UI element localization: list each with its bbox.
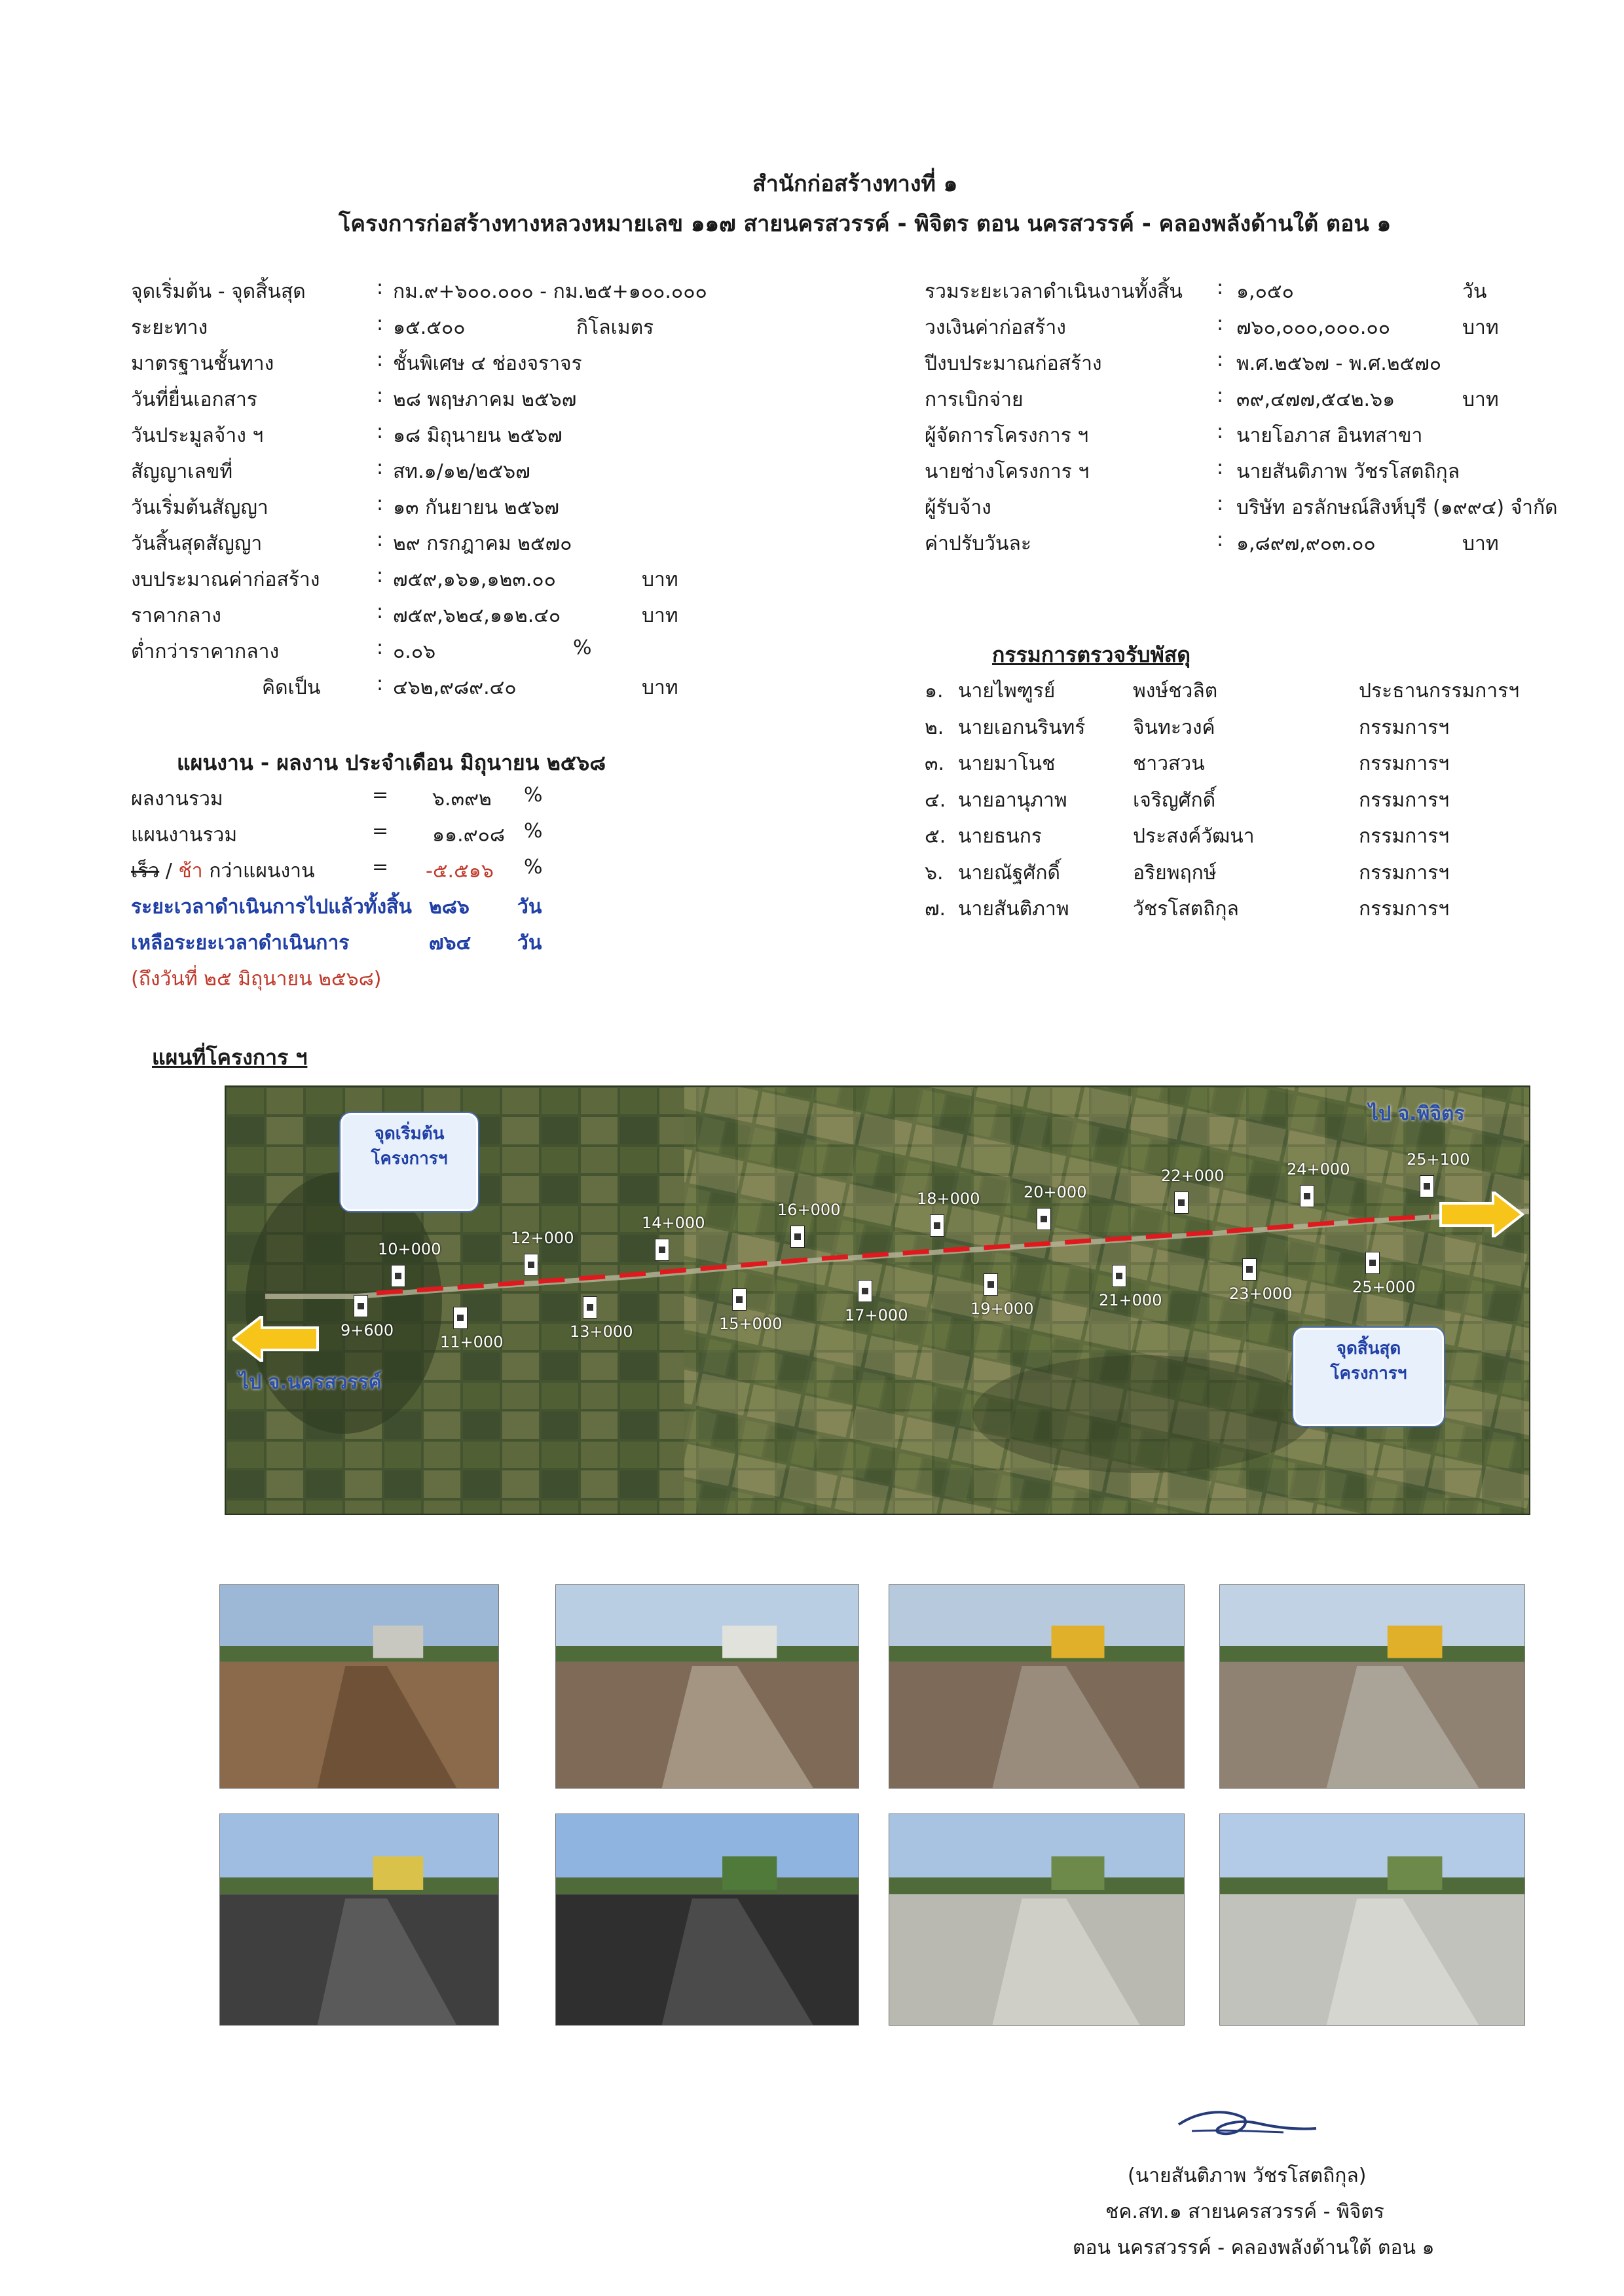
station-marker-glyph: [934, 1222, 940, 1229]
info-unit: กิโลเมตร: [576, 316, 654, 339]
member-role: กรรมการฯ: [1359, 825, 1450, 848]
station-label: 21+000: [1099, 1291, 1162, 1309]
station-marker-glyph: [1369, 1260, 1376, 1266]
colon: :: [1217, 456, 1224, 479]
actual-label: ผลงานรวม: [131, 788, 223, 811]
station-label: 19+000: [970, 1300, 1034, 1318]
photo-concrete-pavement-survey: [889, 1813, 1185, 2026]
station-marker-icon: [1300, 1185, 1314, 1207]
diff-unit: %: [524, 856, 543, 879]
signer-section: ตอน นครสวรรค์ - คลองพลังด้านใต้ ตอน ๑: [1073, 2236, 1435, 2259]
colon: :: [1217, 384, 1224, 407]
station-label: 14+000: [642, 1214, 705, 1232]
info-value: นายสันติภาพ วัชรโสตถิกุล: [1236, 460, 1460, 483]
start-callout-line2: โครงการฯ: [371, 1149, 448, 1169]
station-marker-glyph: [587, 1304, 593, 1311]
colon: :: [377, 420, 384, 443]
station-label: 16+000: [777, 1201, 841, 1219]
photo-excavator-roadbed: [889, 1584, 1185, 1789]
info-label: วันประมูลจ้าง ฯ: [131, 424, 264, 447]
diff-label-fast: เร็ว: [131, 860, 160, 883]
member-first-name: นายไพฑูรย์: [958, 680, 1056, 702]
station-marker-glyph: [659, 1247, 665, 1253]
member-first-name: นายอานุภาพ: [958, 788, 1067, 812]
info-value: ๔๖๒,๙๘๙.๔๐: [393, 676, 517, 699]
info-label: ระยะทาง: [131, 316, 208, 339]
info-value: ๓๙,๔๗๗,๕๔๒.๖๑: [1236, 388, 1395, 411]
member-first-name: นายณัฐศักดิ์: [958, 861, 1061, 884]
station-marker-icon: [583, 1296, 597, 1319]
progress-title: แผนงาน - ผลงาน ประจำเดือน มิถุนายน ๒๕๖๘: [177, 750, 606, 775]
station-marker-icon: [524, 1254, 538, 1276]
elapsed-value: ๒๘๖: [429, 896, 470, 919]
member-number: ๓.: [925, 752, 945, 775]
member-first-name: นายมาโนช: [958, 752, 1056, 775]
info-value: ๑๓ กันยายน ๒๕๖๗: [393, 496, 559, 519]
info-unit: บาท: [642, 676, 678, 699]
station-marker-glyph: [794, 1233, 801, 1240]
actual-value: ๖.๓๙๒: [432, 788, 492, 811]
member-role: กรรมการฯ: [1359, 898, 1450, 920]
info-label: มาตรฐานชั้นทาง: [131, 352, 274, 375]
info-unit: บาท: [1462, 532, 1499, 555]
info-label: ราคากลาง: [131, 604, 221, 627]
arrow-left-icon: [232, 1316, 324, 1362]
station-marker-icon: [984, 1273, 998, 1296]
station-label: 15+000: [719, 1315, 783, 1333]
signer-position: ชค.สท.๑ สายนครสวรรค์ - พิจิตร: [1105, 2200, 1384, 2223]
info-value: ๑,๘๙๗,๙๐๓.๐๐: [1236, 532, 1376, 555]
station-label: 11+000: [440, 1333, 504, 1351]
colon: :: [1217, 312, 1224, 335]
info-label: คิดเป็น: [262, 676, 321, 699]
info-label: รวมระยะเวลาดำเนินงานทั้งสิ้น: [925, 280, 1183, 303]
info-unit: %: [573, 636, 592, 659]
station-marker-glyph: [358, 1303, 364, 1309]
colon: :: [1217, 276, 1224, 299]
info-value: กม.๙+๖๐๐.๐๐๐ - กม.๒๕+๑๐๐.๐๐๐: [393, 280, 707, 303]
station-marker-icon: [1174, 1192, 1189, 1214]
station-label: 23+000: [1229, 1285, 1293, 1303]
station-label: 22+000: [1161, 1167, 1225, 1185]
station-marker-icon: [930, 1214, 944, 1237]
member-role: กรรมการฯ: [1359, 788, 1450, 812]
info-value: ๑๘ มิถุนายน ๒๕๖๗: [393, 424, 563, 447]
colon: :: [377, 492, 384, 515]
info-unit: บาท: [1462, 388, 1499, 411]
end-callout-line1: จุดสิ้นสุด: [1336, 1339, 1401, 1358]
photo-drainage-pipe-trench: [219, 1584, 499, 1789]
member-last-name: ประสงค์วัฒนา: [1133, 825, 1255, 848]
equals-sign: =: [372, 856, 389, 879]
project-title: โครงการก่อสร้างทางหลวงหมายเลข ๑๑๗ สายนครสวรรค์ - พิจิตร ตอน นครสวรรค์ - คลองพลังด้านใต้ ตอน ๑: [339, 211, 1392, 237]
as-of-date: (ถึงวันที่ ๒๕ มิถุนายน ๒๕๖๘): [131, 968, 382, 991]
member-last-name: ชาวสวน: [1133, 752, 1205, 775]
info-label: นายช่างโครงการ ฯ: [925, 460, 1090, 483]
info-value: ๑๕.๕๐๐: [393, 316, 466, 339]
member-last-name: พงษ์ชวลิต: [1133, 680, 1218, 702]
colon: :: [377, 384, 384, 407]
signature: [1172, 2092, 1323, 2154]
remaining-label: เหลือระยะเวลาดำเนินการ: [131, 932, 350, 955]
colon: :: [377, 600, 384, 623]
colon: :: [377, 456, 384, 479]
diff-label: [131, 856, 314, 886]
map-title: แผนที่โครงการ ฯ: [152, 1045, 308, 1070]
slash: /: [165, 860, 172, 883]
member-number: ๖.: [925, 861, 944, 884]
info-label: สัญญาเลขที่: [131, 460, 233, 483]
station-marker-glyph: [1041, 1216, 1047, 1222]
info-value: สท.๑/๑๒/๒๕๖๗: [393, 460, 530, 483]
colon: :: [377, 672, 384, 695]
station-label: 24+000: [1287, 1160, 1350, 1178]
to-right-label: ไป จ.พิจิตร: [1369, 1102, 1465, 1125]
member-first-name: นายสันติภาพ: [958, 898, 1069, 920]
info-label: ผู้รับจ้าง: [925, 496, 991, 519]
info-label: การเบิกจ่าย: [925, 388, 1024, 411]
remaining-unit: วัน: [517, 932, 542, 955]
plan-label: แผนงานรวม: [131, 824, 238, 847]
station-label: 25+000: [1352, 1278, 1416, 1296]
info-label: วันเริ่มต้นสัญญา: [131, 496, 268, 519]
info-label: ผู้จัดการโครงการ ฯ: [925, 424, 1089, 447]
station-label: 12+000: [511, 1229, 574, 1247]
info-label: ต่ำกว่าราคากลาง: [131, 640, 280, 663]
station-label: 17+000: [845, 1306, 908, 1324]
photo-pipe-laying-excavator: [555, 1584, 859, 1789]
colon: :: [1217, 492, 1224, 515]
equals-sign: =: [372, 820, 389, 843]
station-marker-icon: [655, 1239, 669, 1261]
member-role: กรรมการฯ: [1359, 861, 1450, 884]
station-label: 20+000: [1024, 1183, 1087, 1201]
member-last-name: อริยพฤกษ์: [1133, 861, 1217, 884]
colon: :: [377, 528, 384, 551]
info-label: จุดเริ่มต้น - จุดสิ้นสุด: [131, 280, 306, 303]
member-last-name: เจริญศักดิ์: [1133, 788, 1216, 812]
station-marker-glyph: [457, 1315, 464, 1321]
member-last-name: วัชรโสตถิกุล: [1133, 898, 1239, 920]
colon: :: [1217, 348, 1224, 371]
info-value: ๗๕๙,๑๖๑,๑๒๓.๐๐: [393, 568, 556, 591]
arrow-right-icon: [1437, 1192, 1529, 1237]
member-number: ๗.: [925, 898, 946, 920]
info-unit: บาท: [642, 604, 678, 627]
info-value: ชั้นพิเศษ ๔ ช่องจราจร: [393, 352, 582, 375]
station-marker-icon: [1365, 1252, 1380, 1274]
info-value: พ.ศ.๒๕๖๗ - พ.ศ.๒๕๗๐: [1236, 352, 1442, 375]
station-marker-glyph: [736, 1296, 743, 1303]
station-marker-icon: [1420, 1175, 1434, 1197]
station-marker-icon: [1112, 1265, 1126, 1287]
station-marker-glyph: [1178, 1199, 1185, 1206]
diff-label-rest: กว่าแผนงาน: [209, 860, 315, 883]
info-value: ๒๘ พฤษภาคม ๒๕๖๗: [393, 388, 577, 411]
info-unit: บาท: [642, 568, 678, 591]
info-value: นายโอภาส อินทสาขา: [1236, 424, 1423, 447]
remaining-value: ๗๖๔: [429, 932, 471, 955]
station-label: 9+600: [341, 1321, 394, 1339]
committee-title: กรรมการตรวจรับพัสดุ: [992, 642, 1190, 667]
info-value: ๗๖๐,๐๐๐,๐๐๐.๐๐: [1236, 316, 1391, 339]
info-label: ค่าปรับวันละ: [925, 532, 1031, 555]
member-number: ๔.: [925, 788, 946, 812]
info-value: ๑,๐๕๐: [1236, 280, 1294, 303]
colon: :: [377, 312, 384, 335]
photo-finished-concrete-lane: [1219, 1813, 1525, 2026]
colon: :: [377, 564, 384, 587]
info-unit: บาท: [1462, 316, 1499, 339]
station-marker-icon: [1242, 1258, 1257, 1281]
info-value: บริษัท อรลักษณ์สิงห์บุรี (๑๙๙๔) จำกัด: [1236, 496, 1558, 519]
member-first-name: นายเอกนรินทร์: [958, 716, 1086, 739]
info-value: ๐.๐๖: [393, 640, 436, 663]
signer-name: (นายสันติภาพ วัชรโสตถิกุล): [1128, 2164, 1367, 2187]
station-marker-glyph: [1116, 1273, 1122, 1279]
station-marker-icon: [1037, 1208, 1051, 1230]
member-role: ประธานกรรมการฯ: [1359, 680, 1520, 702]
start-callout: [341, 1113, 478, 1211]
to-left-label: ไป จ.นครสวรรค์: [239, 1371, 382, 1394]
elapsed-unit: วัน: [517, 896, 542, 919]
photo-asphalt-road-surface: [555, 1813, 859, 2026]
colon: :: [1217, 528, 1224, 551]
station-label: 10+000: [378, 1240, 441, 1258]
station-marker-icon: [732, 1288, 747, 1311]
colon: :: [377, 276, 384, 299]
info-value: ๗๕๙,๖๒๔,๑๑๒.๔๐: [393, 604, 561, 627]
office-title: สำนักก่อสร้างทางที่ ๑: [752, 171, 958, 197]
actual-unit: %: [524, 784, 543, 807]
station-marker-icon: [790, 1226, 805, 1248]
member-first-name: นายธนกร: [958, 825, 1043, 848]
info-value: ๒๙ กรกฎาคม ๒๕๗๐: [393, 532, 572, 555]
colon: :: [377, 348, 384, 371]
station-marker-glyph: [395, 1273, 401, 1279]
station-marker-glyph: [862, 1288, 868, 1294]
station-marker-glyph: [1424, 1183, 1430, 1190]
end-callout: [1293, 1328, 1444, 1426]
colon: :: [1217, 420, 1224, 443]
end-callout-line2: โครงการฯ: [1330, 1364, 1407, 1383]
info-unit: วัน: [1462, 280, 1487, 303]
info-label: วงเงินค่าก่อสร้าง: [925, 316, 1066, 339]
station-label: 25+100: [1407, 1150, 1470, 1169]
diff-label-slow: ช้า: [178, 860, 203, 883]
station-marker-glyph: [1246, 1266, 1253, 1273]
plan-unit: %: [524, 820, 543, 843]
start-callout-line1: จุดเริ่มต้น: [374, 1124, 445, 1144]
plan-value: ๑๑.๙๐๘: [432, 824, 506, 847]
project-map: [225, 1085, 1530, 1515]
station-marker-icon: [354, 1295, 368, 1317]
info-label: วันสิ้นสุดสัญญา: [131, 532, 263, 555]
member-number: ๕.: [925, 825, 946, 848]
member-last-name: จินทะวงค์: [1133, 716, 1215, 739]
colon: :: [377, 636, 384, 659]
station-marker-glyph: [528, 1262, 534, 1268]
info-label: ปีงบประมาณก่อสร้าง: [925, 352, 1102, 375]
info-label: วันที่ยื่นเอกสาร: [131, 388, 257, 411]
station-marker-icon: [391, 1265, 405, 1287]
station-label: 13+000: [570, 1322, 633, 1341]
diff-value: -๕.๕๑๖: [426, 860, 494, 883]
member-number: ๑.: [925, 680, 944, 702]
photo-grader-base-course: [219, 1813, 499, 2026]
photo-excavator-road-shoulder: [1219, 1584, 1525, 1789]
member-number: ๒.: [925, 716, 944, 739]
station-marker-glyph: [1304, 1193, 1310, 1199]
info-label: งบประมาณค่าก่อสร้าง: [131, 568, 320, 591]
station-marker-icon: [858, 1280, 872, 1302]
station-marker-icon: [453, 1307, 468, 1329]
equals-sign: =: [372, 784, 389, 807]
station-label: 18+000: [917, 1190, 980, 1208]
member-role: กรรมการฯ: [1359, 752, 1450, 775]
station-marker-glyph: [987, 1281, 994, 1288]
member-role: กรรมการฯ: [1359, 716, 1450, 739]
elapsed-label: ระยะเวลาดำเนินการไปแล้วทั้งสิ้น: [131, 896, 412, 919]
